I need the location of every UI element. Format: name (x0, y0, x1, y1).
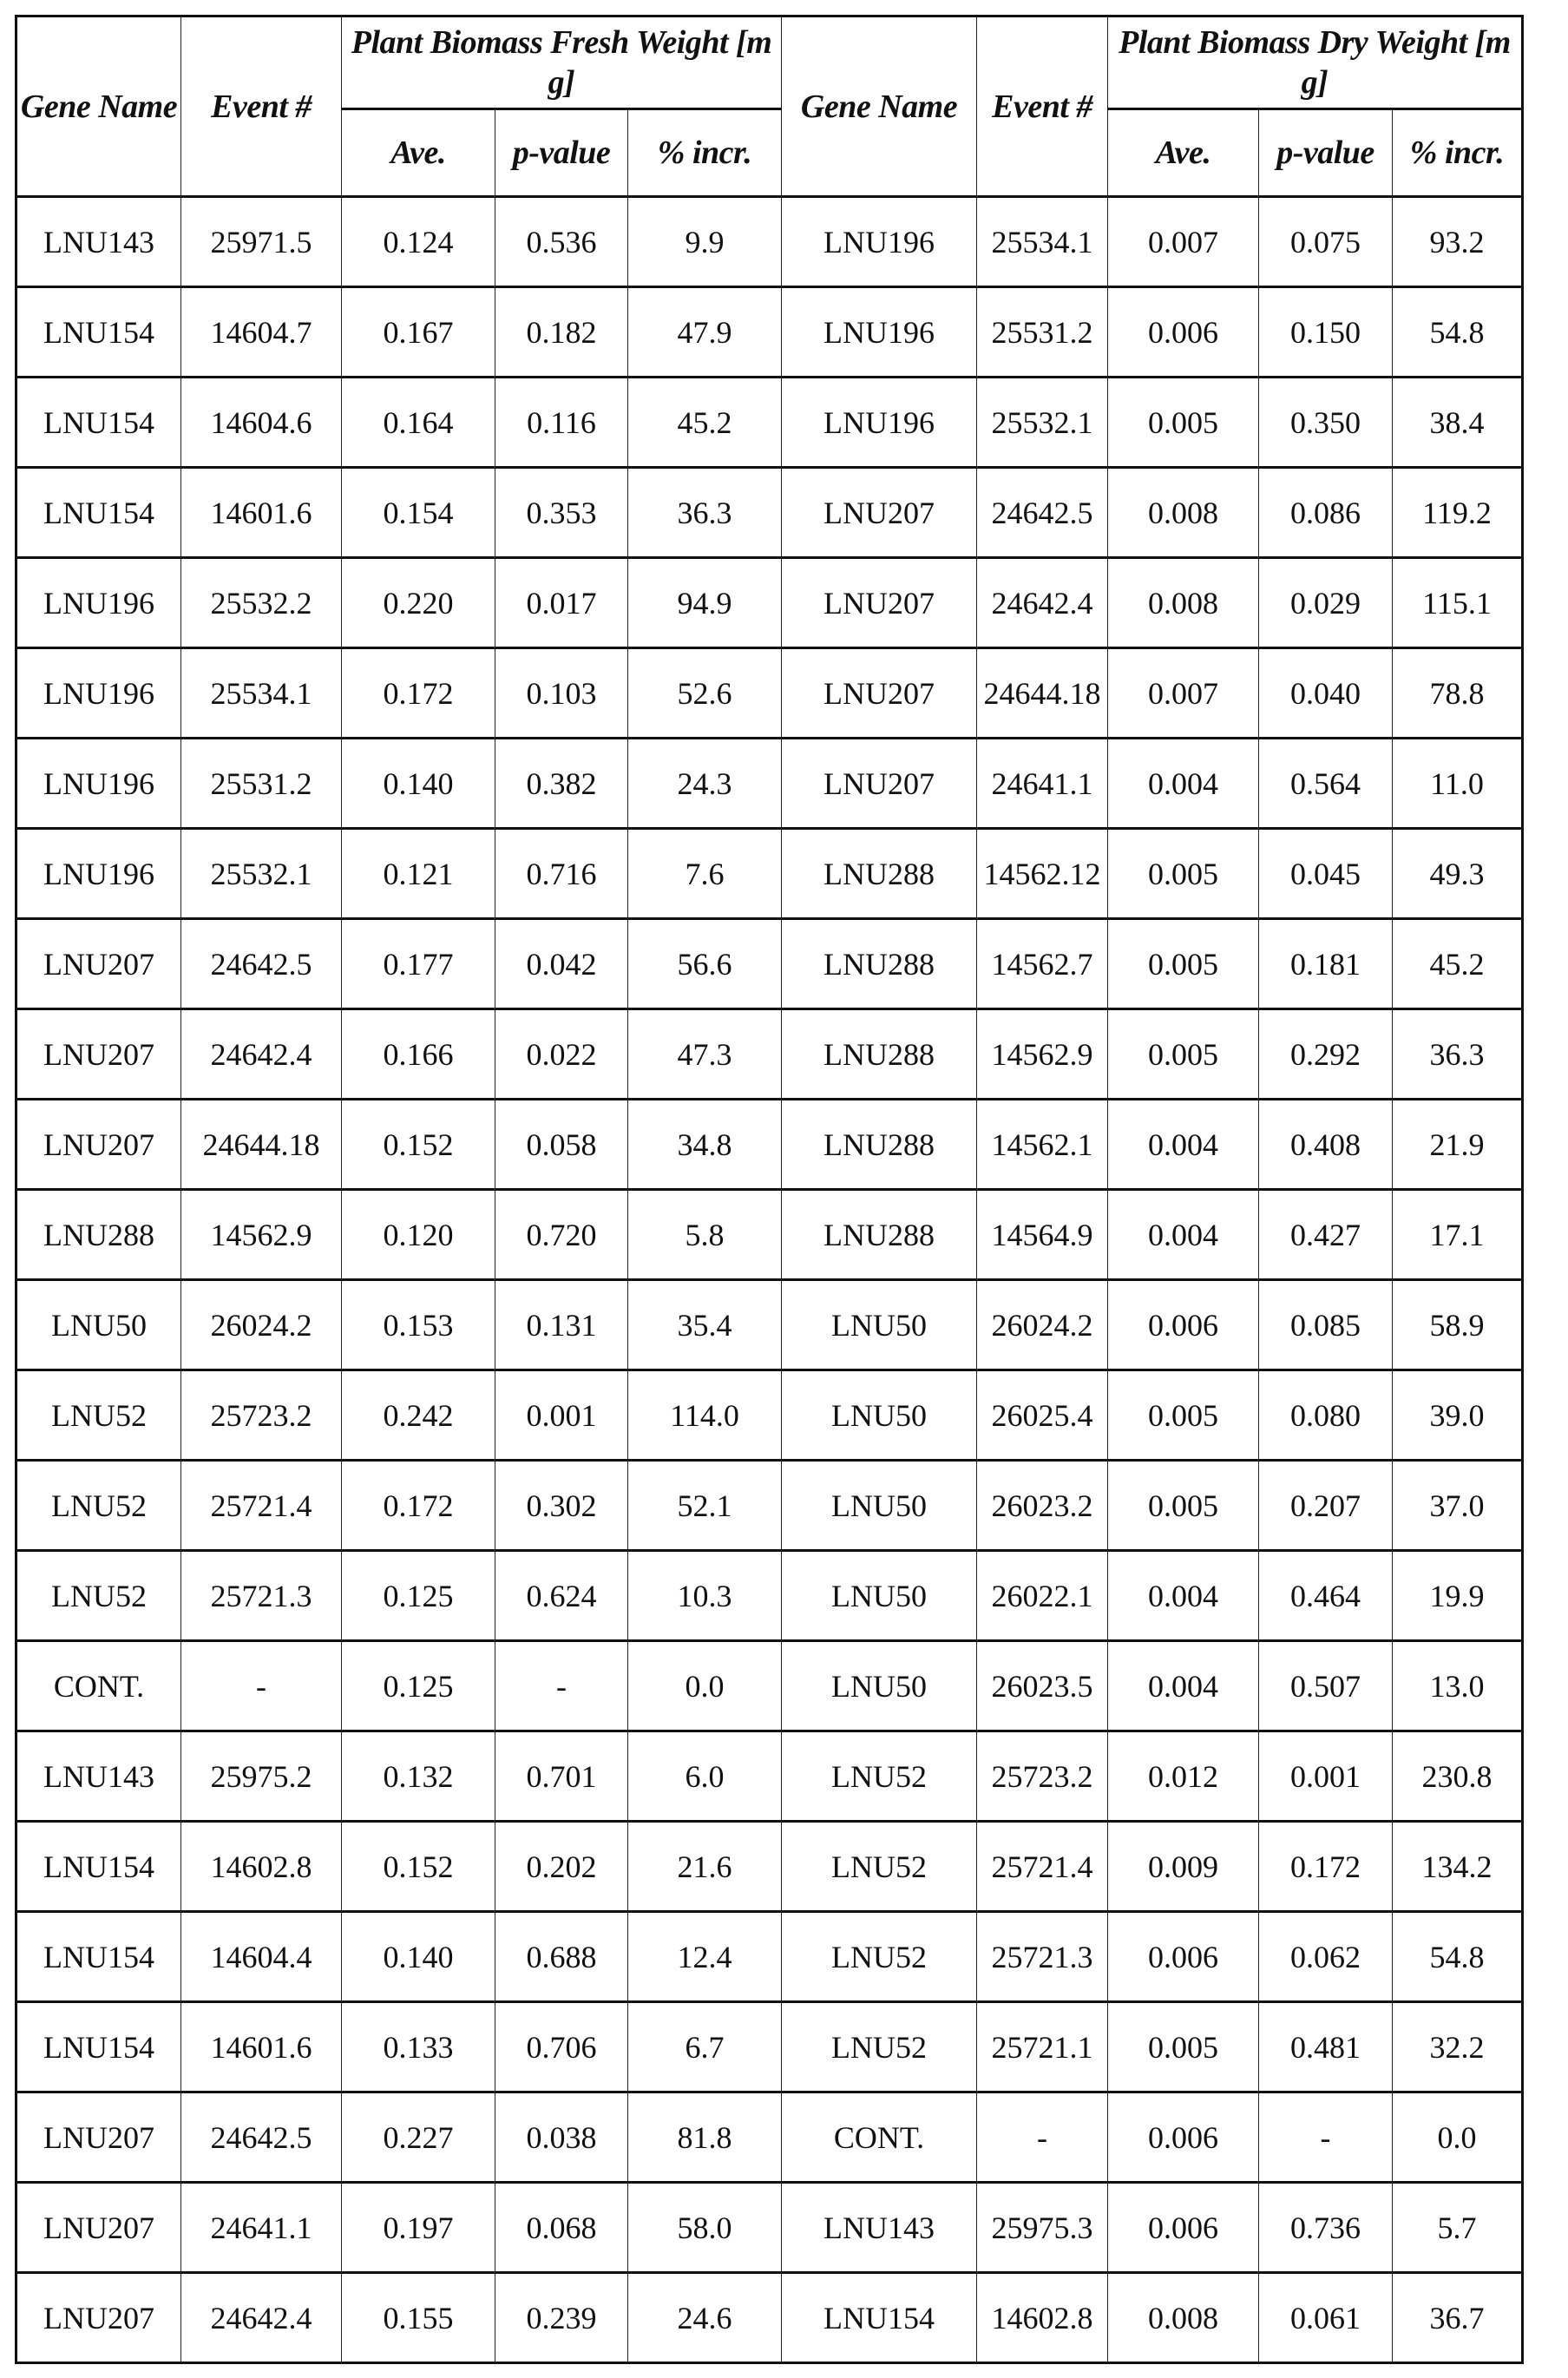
dry-event-cell: - (977, 2092, 1108, 2183)
fresh-ave-cell: 0.155 (342, 2273, 495, 2363)
fresh-event-cell: 14604.7 (181, 287, 342, 378)
fresh-pct-incr-cell: 21.6 (628, 1822, 782, 1912)
dry-pct-incr-cell: 36.3 (1393, 1009, 1523, 1100)
fresh-ave-cell: 0.227 (342, 2092, 495, 2183)
dry-p-value-cell: 0.464 (1259, 1551, 1393, 1641)
fresh-event-cell: 26024.2 (181, 1280, 342, 1370)
header-ave-right: Ave. (1108, 109, 1259, 197)
dry-event-cell: 25534.1 (977, 197, 1108, 287)
dry-ave-cell: 0.009 (1108, 1822, 1259, 1912)
fresh-ave-cell: 0.172 (342, 1461, 495, 1551)
table-row (16, 378, 1523, 468)
dry-event-cell: 14562.1 (977, 1100, 1108, 1190)
biomass-table (15, 15, 1524, 2364)
table-row (16, 919, 1523, 1009)
dry-gene-name-cell: LNU207 (782, 558, 977, 648)
table-row (16, 2183, 1523, 2273)
dry-pct-incr-cell: 93.2 (1393, 197, 1523, 287)
fresh-pct-incr-cell: 47.9 (628, 287, 782, 378)
dry-ave-cell: 0.007 (1108, 648, 1259, 739)
fresh-event-cell: 14601.6 (181, 468, 342, 558)
fresh-pct-incr-cell: 6.7 (628, 2002, 782, 2092)
fresh-gene-name-cell: LNU207 (16, 2092, 181, 2183)
table-row (16, 1551, 1523, 1641)
header-p-value-right: p-value (1259, 109, 1393, 197)
dry-pct-incr-cell: 58.9 (1393, 1280, 1523, 1370)
dry-event-cell: 25721.4 (977, 1822, 1108, 1912)
dry-p-value-cell: 0.062 (1259, 1912, 1393, 2002)
dry-pct-incr-cell: 230.8 (1393, 1731, 1523, 1822)
dry-pct-incr-cell: 54.8 (1393, 1912, 1523, 2002)
fresh-ave-cell: 0.197 (342, 2183, 495, 2273)
dry-ave-cell: 0.006 (1108, 1280, 1259, 1370)
fresh-event-cell: 25531.2 (181, 739, 342, 829)
fresh-pct-incr-cell: 7.6 (628, 829, 782, 919)
dry-ave-cell: 0.007 (1108, 197, 1259, 287)
dry-ave-cell: 0.008 (1108, 558, 1259, 648)
fresh-p-value-cell: 0.131 (495, 1280, 628, 1370)
dry-p-value-cell: 0.085 (1259, 1280, 1393, 1370)
dry-p-value-cell: 0.040 (1259, 648, 1393, 739)
table-row (16, 1190, 1523, 1280)
fresh-p-value-cell: 0.353 (495, 468, 628, 558)
dry-event-cell: 26023.2 (977, 1461, 1108, 1551)
table-row (16, 1912, 1523, 2002)
table-row (16, 1009, 1523, 1100)
fresh-p-value-cell: 0.103 (495, 648, 628, 739)
fresh-p-value-cell: 0.022 (495, 1009, 628, 1100)
fresh-event-cell: 14601.6 (181, 2002, 342, 2092)
fresh-pct-incr-cell: 47.3 (628, 1009, 782, 1100)
table-row (16, 1731, 1523, 1822)
dry-pct-incr-cell: 115.1 (1393, 558, 1523, 648)
header-p-value-left: p-value (495, 109, 628, 197)
dry-pct-incr-cell: 45.2 (1393, 919, 1523, 1009)
dry-ave-cell: 0.005 (1108, 1009, 1259, 1100)
fresh-gene-name-cell: LNU196 (16, 648, 181, 739)
fresh-event-cell: 25975.2 (181, 1731, 342, 1822)
fresh-gene-name-cell: LNU196 (16, 558, 181, 648)
dry-pct-incr-cell: 39.0 (1393, 1370, 1523, 1461)
dry-p-value-cell: 0.350 (1259, 378, 1393, 468)
fresh-gene-name-cell: LNU154 (16, 287, 181, 378)
fresh-gene-name-cell: LNU154 (16, 468, 181, 558)
dry-event-cell: 14562.9 (977, 1009, 1108, 1100)
fresh-gene-name-cell: LNU143 (16, 1731, 181, 1822)
dry-gene-name-cell: LNU196 (782, 287, 977, 378)
fresh-ave-cell: 0.152 (342, 1100, 495, 1190)
dry-ave-cell: 0.008 (1108, 468, 1259, 558)
fresh-p-value-cell: 0.716 (495, 829, 628, 919)
dry-pct-incr-cell: 36.7 (1393, 2273, 1523, 2363)
dry-gene-name-cell: CONT. (782, 2092, 977, 2183)
dry-pct-incr-cell: 19.9 (1393, 1551, 1523, 1641)
fresh-pct-incr-cell: 5.8 (628, 1190, 782, 1280)
dry-ave-cell: 0.005 (1108, 829, 1259, 919)
dry-pct-incr-cell: 78.8 (1393, 648, 1523, 739)
table-row (16, 829, 1523, 919)
fresh-pct-incr-cell: 94.9 (628, 558, 782, 648)
table-row (16, 1641, 1523, 1731)
fresh-event-cell: 24642.5 (181, 919, 342, 1009)
fresh-gene-name-cell: LNU196 (16, 829, 181, 919)
fresh-gene-name-cell: LNU154 (16, 2002, 181, 2092)
dry-pct-incr-cell: 11.0 (1393, 739, 1523, 829)
dry-ave-cell: 0.006 (1108, 2092, 1259, 2183)
dry-gene-name-cell: LNU196 (782, 197, 977, 287)
dry-event-cell: 25532.1 (977, 378, 1108, 468)
dry-event-cell: 14562.12 (977, 829, 1108, 919)
dry-gene-name-cell: LNU207 (782, 739, 977, 829)
dry-p-value-cell: 0.481 (1259, 2002, 1393, 2092)
dry-p-value-cell: 0.075 (1259, 197, 1393, 287)
dry-gene-name-cell: LNU207 (782, 648, 977, 739)
fresh-p-value-cell: 0.182 (495, 287, 628, 378)
dry-gene-name-cell: LNU50 (782, 1461, 977, 1551)
fresh-ave-cell: 0.220 (342, 558, 495, 648)
fresh-gene-name-cell: LNU154 (16, 1822, 181, 1912)
dry-gene-name-cell: LNU288 (782, 829, 977, 919)
fresh-gene-name-cell: LNU207 (16, 1100, 181, 1190)
fresh-p-value-cell: 0.536 (495, 197, 628, 287)
fresh-p-value-cell: 0.720 (495, 1190, 628, 1280)
fresh-gene-name-cell: LNU52 (16, 1370, 181, 1461)
table-row (16, 197, 1523, 287)
fresh-pct-incr-cell: 24.3 (628, 739, 782, 829)
dry-pct-incr-cell: 13.0 (1393, 1641, 1523, 1731)
fresh-pct-incr-cell: 56.6 (628, 919, 782, 1009)
dry-p-value-cell: 0.001 (1259, 1731, 1393, 1822)
dry-gene-name-cell: LNU196 (782, 378, 977, 468)
dry-pct-incr-cell: 119.2 (1393, 468, 1523, 558)
fresh-gene-name-cell: LNU288 (16, 1190, 181, 1280)
dry-ave-cell: 0.004 (1108, 1551, 1259, 1641)
dry-event-cell: 25721.3 (977, 1912, 1108, 2002)
fresh-ave-cell: 0.164 (342, 378, 495, 468)
fresh-p-value-cell: 0.116 (495, 378, 628, 468)
fresh-p-value-cell: 0.302 (495, 1461, 628, 1551)
header-gene-name-right: Gene Name (782, 16, 977, 197)
header-event-right: Event # (977, 16, 1108, 197)
dry-p-value-cell: 0.080 (1259, 1370, 1393, 1461)
dry-p-value-cell: 0.172 (1259, 1822, 1393, 1912)
fresh-pct-incr-cell: 6.0 (628, 1731, 782, 1822)
dry-event-cell: 24641.1 (977, 739, 1108, 829)
fresh-pct-incr-cell: 114.0 (628, 1370, 782, 1461)
dry-event-cell: 26025.4 (977, 1370, 1108, 1461)
fresh-gene-name-cell: LNU154 (16, 378, 181, 468)
dry-gene-name-cell: LNU288 (782, 919, 977, 1009)
fresh-event-cell: 24644.18 (181, 1100, 342, 1190)
fresh-ave-cell: 0.153 (342, 1280, 495, 1370)
dry-p-value-cell: 0.736 (1259, 2183, 1393, 2273)
table-row (16, 1822, 1523, 1912)
fresh-event-cell: 25723.2 (181, 1370, 342, 1461)
table-row (16, 2273, 1523, 2363)
dry-p-value-cell: 0.507 (1259, 1641, 1393, 1731)
fresh-event-cell: 24642.5 (181, 2092, 342, 2183)
fresh-gene-name-cell: CONT. (16, 1641, 181, 1731)
dry-pct-incr-cell: 54.8 (1393, 287, 1523, 378)
fresh-ave-cell: 0.140 (342, 1912, 495, 2002)
fresh-ave-cell: 0.152 (342, 1822, 495, 1912)
fresh-pct-incr-cell: 81.8 (628, 2092, 782, 2183)
fresh-ave-cell: 0.167 (342, 287, 495, 378)
dry-p-value-cell: 0.408 (1259, 1100, 1393, 1190)
fresh-p-value-cell: 0.239 (495, 2273, 628, 2363)
fresh-ave-cell: 0.242 (342, 1370, 495, 1461)
dry-gene-name-cell: LNU52 (782, 1912, 977, 2002)
dry-gene-name-cell: LNU50 (782, 1370, 977, 1461)
fresh-ave-cell: 0.120 (342, 1190, 495, 1280)
fresh-pct-incr-cell: 12.4 (628, 1912, 782, 2002)
table-header (16, 16, 1523, 197)
dry-p-value-cell: 0.427 (1259, 1190, 1393, 1280)
dry-gene-name-cell: LNU50 (782, 1551, 977, 1641)
fresh-pct-incr-cell: 24.6 (628, 2273, 782, 2363)
dry-pct-incr-cell: 5.7 (1393, 2183, 1523, 2273)
header-pct-incr-right: % incr. (1393, 109, 1523, 197)
dry-event-cell: 25975.3 (977, 2183, 1108, 2273)
dry-p-value-cell: 0.061 (1259, 2273, 1393, 2363)
fresh-pct-incr-cell: 52.1 (628, 1461, 782, 1551)
dry-ave-cell: 0.004 (1108, 1100, 1259, 1190)
dry-p-value-cell: 0.045 (1259, 829, 1393, 919)
dry-p-value-cell: 0.207 (1259, 1461, 1393, 1551)
fresh-ave-cell: 0.133 (342, 2002, 495, 2092)
fresh-event-cell: 25971.5 (181, 197, 342, 287)
fresh-gene-name-cell: LNU207 (16, 2183, 181, 2273)
header-gene-name-left: Gene Name (16, 16, 181, 197)
fresh-gene-name-cell: LNU52 (16, 1461, 181, 1551)
fresh-pct-incr-cell: 52.6 (628, 648, 782, 739)
header-pct-incr-left: % incr. (628, 109, 782, 197)
table-row (16, 1461, 1523, 1551)
dry-event-cell: 14564.9 (977, 1190, 1108, 1280)
dry-ave-cell: 0.006 (1108, 1912, 1259, 2002)
dry-event-cell: 24644.18 (977, 648, 1108, 739)
fresh-event-cell: 25532.1 (181, 829, 342, 919)
dry-p-value-cell: 0.181 (1259, 919, 1393, 1009)
dry-event-cell: 25721.1 (977, 2002, 1108, 2092)
fresh-ave-cell: 0.132 (342, 1731, 495, 1822)
dry-gene-name-cell: LNU50 (782, 1641, 977, 1731)
dry-pct-incr-cell: 38.4 (1393, 378, 1523, 468)
fresh-ave-cell: 0.124 (342, 197, 495, 287)
fresh-p-value-cell: 0.058 (495, 1100, 628, 1190)
dry-ave-cell: 0.006 (1108, 2183, 1259, 2273)
fresh-event-cell: 14604.6 (181, 378, 342, 468)
fresh-event-cell: 25534.1 (181, 648, 342, 739)
fresh-event-cell: 24641.1 (181, 2183, 342, 2273)
fresh-pct-incr-cell: 45.2 (628, 378, 782, 468)
fresh-gene-name-cell: LNU207 (16, 919, 181, 1009)
header-group-dry-weight: Plant Biomass Dry Weight [mg] (1108, 16, 1523, 109)
fresh-event-cell: 24642.4 (181, 1009, 342, 1100)
table-row (16, 648, 1523, 739)
fresh-gene-name-cell: LNU154 (16, 1912, 181, 2002)
fresh-gene-name-cell: LNU207 (16, 2273, 181, 2363)
dry-ave-cell: 0.005 (1108, 2002, 1259, 2092)
fresh-pct-incr-cell: 58.0 (628, 2183, 782, 2273)
table-body (16, 197, 1523, 2363)
fresh-p-value-cell: 0.001 (495, 1370, 628, 1461)
dry-gene-name-cell: LNU50 (782, 1280, 977, 1370)
dry-ave-cell: 0.008 (1108, 2273, 1259, 2363)
table-row (16, 558, 1523, 648)
dry-p-value-cell: 0.564 (1259, 739, 1393, 829)
fresh-event-cell: 14602.8 (181, 1822, 342, 1912)
fresh-gene-name-cell: LNU52 (16, 1551, 181, 1641)
fresh-event-cell: 14562.9 (181, 1190, 342, 1280)
fresh-ave-cell: 0.172 (342, 648, 495, 739)
fresh-p-value-cell: 0.202 (495, 1822, 628, 1912)
fresh-gene-name-cell: LNU143 (16, 197, 181, 287)
dry-gene-name-cell: LNU52 (782, 2002, 977, 2092)
fresh-pct-incr-cell: 10.3 (628, 1551, 782, 1641)
fresh-event-cell: 14604.4 (181, 1912, 342, 2002)
dry-ave-cell: 0.004 (1108, 739, 1259, 829)
fresh-p-value-cell: - (495, 1641, 628, 1731)
fresh-pct-incr-cell: 35.4 (628, 1280, 782, 1370)
fresh-gene-name-cell: LNU196 (16, 739, 181, 829)
dry-gene-name-cell: LNU52 (782, 1731, 977, 1822)
dry-gene-name-cell: LNU288 (782, 1100, 977, 1190)
dry-event-cell: 26022.1 (977, 1551, 1108, 1641)
fresh-pct-incr-cell: 0.0 (628, 1641, 782, 1731)
fresh-ave-cell: 0.140 (342, 739, 495, 829)
dry-p-value-cell: 0.150 (1259, 287, 1393, 378)
fresh-p-value-cell: 0.706 (495, 2002, 628, 2092)
fresh-p-value-cell: 0.038 (495, 2092, 628, 2183)
dry-pct-incr-cell: 134.2 (1393, 1822, 1523, 1912)
dry-ave-cell: 0.004 (1108, 1641, 1259, 1731)
table-row (16, 1100, 1523, 1190)
fresh-event-cell: 24642.4 (181, 2273, 342, 2363)
fresh-pct-incr-cell: 34.8 (628, 1100, 782, 1190)
fresh-p-value-cell: 0.701 (495, 1731, 628, 1822)
dry-gene-name-cell: LNU52 (782, 1822, 977, 1912)
dry-ave-cell: 0.005 (1108, 1370, 1259, 1461)
fresh-event-cell: 25721.4 (181, 1461, 342, 1551)
fresh-p-value-cell: 0.382 (495, 739, 628, 829)
dry-event-cell: 26024.2 (977, 1280, 1108, 1370)
table-row (16, 2092, 1523, 2183)
fresh-ave-cell: 0.121 (342, 829, 495, 919)
dry-ave-cell: 0.005 (1108, 1461, 1259, 1551)
fresh-ave-cell: 0.125 (342, 1551, 495, 1641)
dry-event-cell: 14602.8 (977, 2273, 1108, 2363)
dry-pct-incr-cell: 37.0 (1393, 1461, 1523, 1551)
fresh-p-value-cell: 0.068 (495, 2183, 628, 2273)
table-row (16, 287, 1523, 378)
fresh-event-cell: 25532.2 (181, 558, 342, 648)
dry-gene-name-cell: LNU207 (782, 468, 977, 558)
dry-pct-incr-cell: 49.3 (1393, 829, 1523, 919)
dry-event-cell: 24642.4 (977, 558, 1108, 648)
header-event-left: Event # (181, 16, 342, 197)
dry-pct-incr-cell: 17.1 (1393, 1190, 1523, 1280)
dry-ave-cell: 0.005 (1108, 378, 1259, 468)
dry-ave-cell: 0.004 (1108, 1190, 1259, 1280)
fresh-ave-cell: 0.177 (342, 919, 495, 1009)
table-row (16, 468, 1523, 558)
header-group-fresh-weight: Plant Biomass Fresh Weight [mg] (342, 16, 782, 109)
dry-pct-incr-cell: 21.9 (1393, 1100, 1523, 1190)
fresh-gene-name-cell: LNU50 (16, 1280, 181, 1370)
table-row (16, 739, 1523, 829)
dry-pct-incr-cell: 0.0 (1393, 2092, 1523, 2183)
dry-ave-cell: 0.006 (1108, 287, 1259, 378)
table-row (16, 2002, 1523, 2092)
fresh-p-value-cell: 0.042 (495, 919, 628, 1009)
dry-event-cell: 25723.2 (977, 1731, 1108, 1822)
fresh-p-value-cell: 0.017 (495, 558, 628, 648)
fresh-pct-incr-cell: 36.3 (628, 468, 782, 558)
dry-event-cell: 25531.2 (977, 287, 1108, 378)
fresh-p-value-cell: 0.688 (495, 1912, 628, 2002)
fresh-event-cell: - (181, 1641, 342, 1731)
dry-gene-name-cell: LNU288 (782, 1009, 977, 1100)
fresh-ave-cell: 0.154 (342, 468, 495, 558)
fresh-p-value-cell: 0.624 (495, 1551, 628, 1641)
fresh-ave-cell: 0.125 (342, 1641, 495, 1731)
dry-ave-cell: 0.005 (1108, 919, 1259, 1009)
dry-gene-name-cell: LNU288 (782, 1190, 977, 1280)
dry-pct-incr-cell: 32.2 (1393, 2002, 1523, 2092)
dry-p-value-cell: - (1259, 2092, 1393, 2183)
dry-p-value-cell: 0.029 (1259, 558, 1393, 648)
fresh-ave-cell: 0.166 (342, 1009, 495, 1100)
dry-event-cell: 24642.5 (977, 468, 1108, 558)
dry-p-value-cell: 0.086 (1259, 468, 1393, 558)
dry-p-value-cell: 0.292 (1259, 1009, 1393, 1100)
dry-event-cell: 26023.5 (977, 1641, 1108, 1731)
fresh-pct-incr-cell: 9.9 (628, 197, 782, 287)
fresh-event-cell: 25721.3 (181, 1551, 342, 1641)
header-ave-left: Ave. (342, 109, 495, 197)
dry-gene-name-cell: LNU154 (782, 2273, 977, 2363)
table-row (16, 1370, 1523, 1461)
dry-event-cell: 14562.7 (977, 919, 1108, 1009)
dry-ave-cell: 0.012 (1108, 1731, 1259, 1822)
dry-gene-name-cell: LNU143 (782, 2183, 977, 2273)
fresh-gene-name-cell: LNU207 (16, 1009, 181, 1100)
table-row (16, 1280, 1523, 1370)
